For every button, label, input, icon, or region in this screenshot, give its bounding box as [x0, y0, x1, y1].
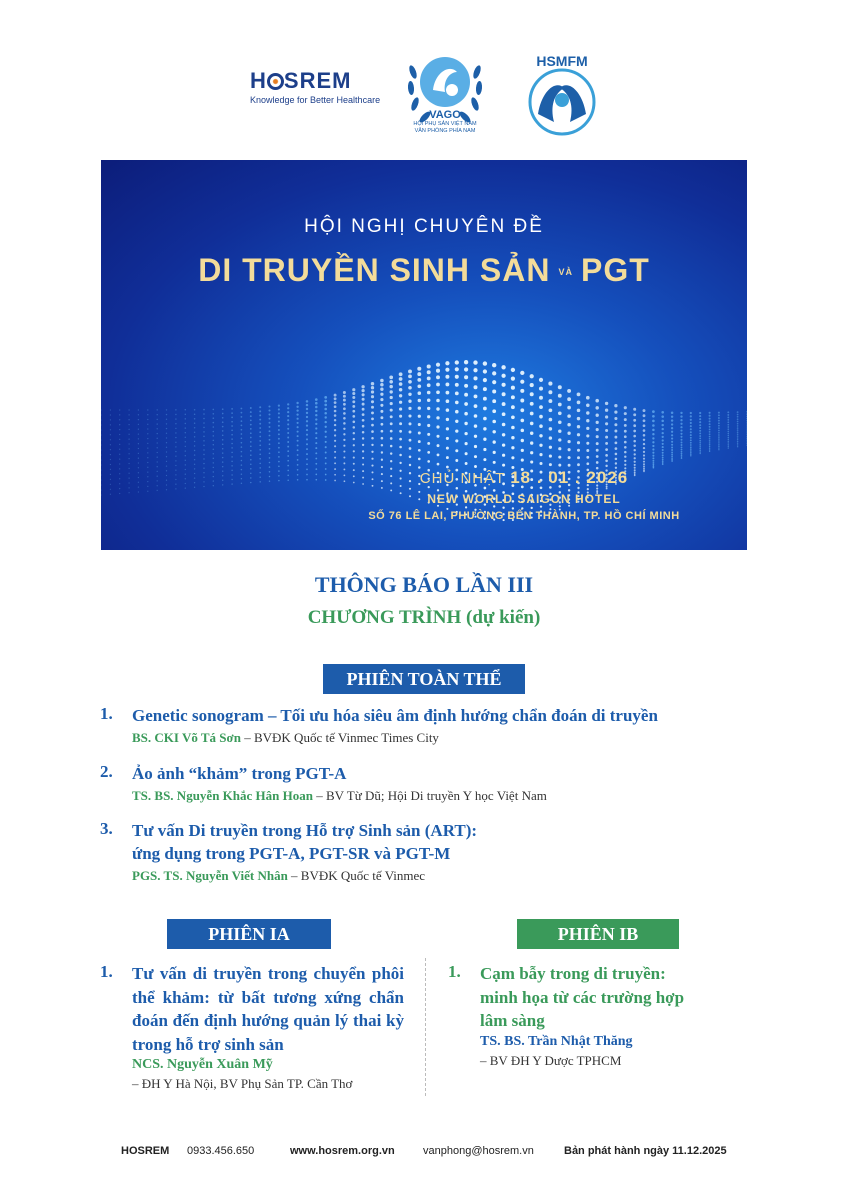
- session-ia-label: PHIÊN IA: [167, 919, 331, 949]
- item-number: 1.: [100, 962, 113, 981]
- banner-venue: NEW WORLD SAIGON HOTEL: [427, 492, 621, 506]
- footer-email-link[interactable]: vanphong@hosrem.vn: [423, 1145, 534, 1157]
- vago-logo: [405, 42, 485, 147]
- session-ib-label: PHIÊN IB: [517, 919, 679, 949]
- footer-website-link[interactable]: www.hosrem.org.vn: [290, 1145, 395, 1157]
- logo-bar: [0, 40, 848, 150]
- banner-date: CHỦ NHẬT 18 . 01 . 2026: [419, 468, 629, 487]
- item-number: 1.: [100, 704, 113, 723]
- hsmfm-emblem-icon: [524, 50, 600, 140]
- speaker-affiliation: – BVĐK Quốc tế Vinmec Times City: [240, 730, 439, 745]
- banner-address: SỐ 76 LÊ LAI, PHƯỜNG BẾN THÀNH, TP. HỒ CHÍ MINH: [368, 510, 680, 522]
- plenary-item: [100, 762, 740, 804]
- talk-speaker: [132, 730, 740, 746]
- hsmfm-name: HSMFM: [536, 53, 588, 69]
- footer-issue-date: Bản phát hành ngày 11.12.2025: [564, 1145, 727, 1157]
- speaker-name: TS. BS. Trần Nhật Thăng: [480, 1033, 633, 1049]
- speaker-affiliation: – ĐH Y Hà Nội, BV Phụ Sản TP. Cần Thơ: [132, 1076, 353, 1091]
- plenary-item: [100, 704, 740, 746]
- hosrem-logo-mark-icon: [267, 73, 284, 90]
- item-number: 3.: [100, 819, 113, 838]
- hosrem-logo: [250, 68, 390, 105]
- hsmfm-logo: [524, 50, 600, 140]
- talk-title: Ảo ảnh “khảm” trong PGT-A: [132, 764, 347, 783]
- banner-kicker: HỘI NGHỊ CHUYÊN ĐỀ: [304, 216, 544, 237]
- speaker-name: BS. CKI Võ Tá Sơn: [132, 730, 241, 745]
- talk-title-line: minh họa từ các trường hợp: [480, 987, 685, 1007]
- column-divider: [425, 958, 426, 1096]
- talk-title-line: ứng dụng trong PGT-A, PGT-SR và PGT-M: [132, 844, 451, 863]
- item-number: 1.: [448, 962, 461, 981]
- speaker-affiliation: – BV ĐH Y Dược TPHCM: [480, 1052, 622, 1068]
- notice-heading: THÔNG BÁO LẦN III: [314, 572, 534, 597]
- vago-subtitle: [405, 109, 485, 135]
- vago-sub1: HỘI PHỤ SẢN VIỆT NAM: [413, 121, 477, 127]
- footer: [0, 1145, 848, 1161]
- session-ib-item: [448, 962, 748, 1069]
- speaker-affiliation: – BV Từ Dũ; Hội Di truyền Y học Việt Nam: [312, 788, 547, 803]
- talk-title-line: Tư vấn Di truyền trong Hỗ trợ Sinh sản (ART):: [132, 821, 478, 840]
- plenary-item: [100, 819, 740, 884]
- hosrem-tagline: Knowledge for Better Healthcare: [250, 95, 381, 105]
- item-number: 2.: [100, 762, 113, 781]
- vago-sub2: VĂN PHÒNG PHÍA NAM: [414, 128, 476, 134]
- banner-title: DI TRUYỀN SINH SẢN VÀ PGT: [198, 252, 650, 288]
- footer-org: HOSREM: [121, 1145, 170, 1157]
- talk-speaker: [132, 788, 740, 804]
- speaker-name: PGS. TS. Nguyễn Viết Nhân: [132, 868, 288, 883]
- vago-name: VAGO: [429, 109, 461, 121]
- program-heading: CHƯƠNG TRÌNH (dự kiến): [307, 607, 541, 628]
- conference-banner: [101, 160, 747, 550]
- speaker-name: TS. BS. Nguyễn Khắc Hân Hoan: [132, 788, 313, 803]
- talk-title: Tư vấn di truyền trong chuyển phôi thể khảm: từ bất tương xứng chẩn đoán đến định hướng quản lý thai kỳ trong hỗ trợ sinh sản: [132, 964, 404, 1054]
- talk-speaker: [132, 868, 740, 884]
- plenary-session-label: PHIÊN TOÀN THỂ: [323, 664, 525, 694]
- talk-title-line: Cạm bẫy trong di truyền:: [480, 964, 666, 983]
- session-ia-item: [100, 962, 404, 1092]
- hosrem-logo-name: H SREM: [250, 68, 352, 93]
- talk-title: Genetic sonogram – Tối ưu hóa siêu âm định hướng chẩn đoán di truyền: [132, 706, 658, 725]
- talk-title-line: lâm sàng: [480, 1011, 545, 1030]
- footer-phone[interactable]: 0933.456.650: [187, 1145, 255, 1157]
- speaker-name: NCS. Nguyễn Xuân Mỹ: [132, 1057, 273, 1072]
- speaker-affiliation: – BVĐK Quốc tế Vinmec: [287, 868, 426, 883]
